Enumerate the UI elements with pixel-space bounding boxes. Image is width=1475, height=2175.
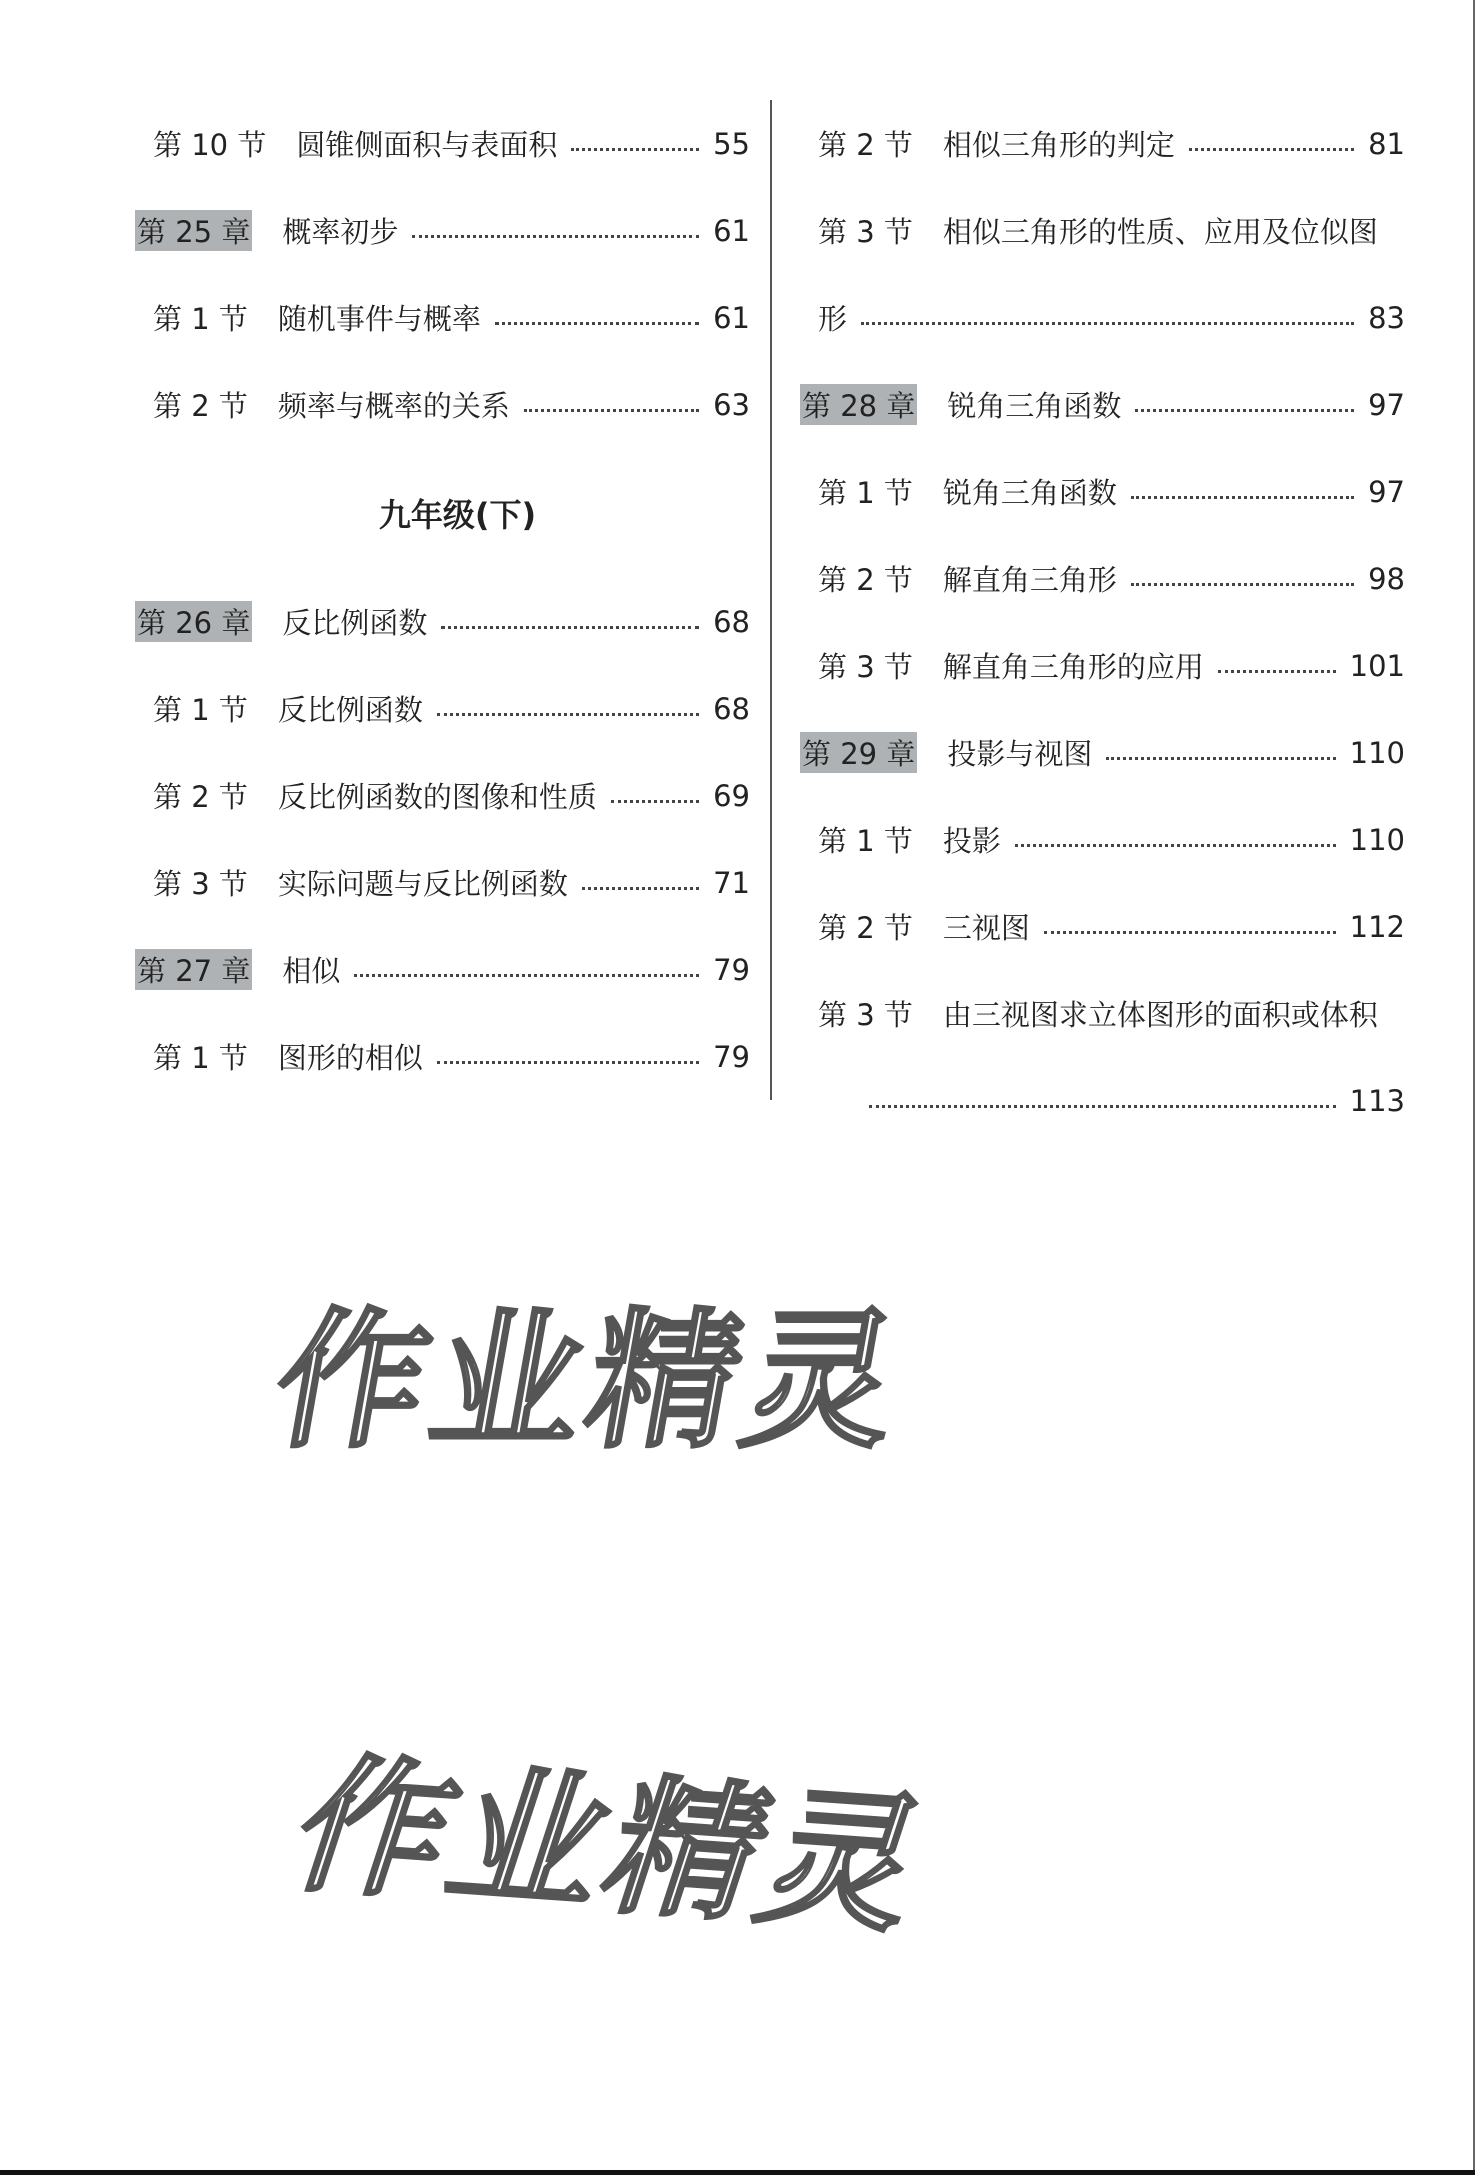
leader-dots	[412, 235, 699, 238]
entry-title: 反比例函数	[282, 606, 428, 640]
toc-entry[interactable]	[135, 665, 750, 752]
toc-entry[interactable]	[135, 100, 750, 187]
page-number: 61	[713, 300, 750, 335]
toc-chapter-entry[interactable]	[135, 187, 750, 274]
page-number: 97	[1368, 387, 1405, 422]
entry-title: 由三视图求立体图形的面积或体积	[942, 998, 1378, 1032]
leader-dots	[861, 322, 1354, 325]
section-label: 第 1 节	[153, 1041, 248, 1075]
section-label: 第 2 节	[818, 563, 913, 597]
page-number: 98	[1368, 561, 1405, 596]
toc-entry-continuation[interactable]	[800, 274, 1405, 361]
section-label: 第 2 节	[818, 128, 913, 162]
leader-dots	[495, 322, 699, 325]
section-label: 第 1 节	[818, 824, 913, 858]
toc-entry[interactable]	[135, 752, 750, 839]
entry-title: 实际问题与反比例函数	[277, 867, 568, 901]
chapter-label: 第 27 章	[135, 949, 252, 990]
entry-title: 概率初步	[282, 215, 399, 249]
page-number: 101	[1349, 648, 1405, 683]
toc-entry[interactable]	[135, 1013, 750, 1100]
section-label: 第 1 节	[153, 302, 248, 336]
entry-title: 三视图	[942, 911, 1030, 945]
page-number: 110	[1349, 822, 1405, 857]
chapter-label: 第 26 章	[135, 601, 252, 642]
leader-dots	[1131, 583, 1354, 586]
column-divider	[770, 100, 772, 1100]
toc-entry[interactable]	[135, 839, 750, 926]
entry-title: 随机事件与概率	[277, 302, 481, 336]
toc-entry[interactable]	[800, 970, 1405, 1057]
leader-dots	[437, 1061, 699, 1064]
page-number: 97	[1368, 474, 1405, 509]
entry-title: 锐角三角函数	[942, 476, 1117, 510]
entry-title: 反比例函数	[277, 693, 423, 727]
leader-dots	[582, 887, 699, 890]
entry-title: 相似	[282, 954, 341, 988]
page-number: 113	[1349, 1083, 1405, 1118]
leader-dots	[1106, 757, 1335, 760]
leader-dots	[1189, 148, 1354, 151]
section-label: 第 2 节	[818, 911, 913, 945]
grade-heading: 九年级(下)	[378, 496, 537, 534]
toc-entry[interactable]	[800, 796, 1405, 883]
section-label: 第 2 节	[153, 780, 248, 814]
leader-dots	[1135, 409, 1354, 412]
page-number: 55	[713, 126, 750, 161]
section-label: 第 10 节	[153, 128, 267, 162]
leader-dots	[354, 974, 699, 977]
chapter-label: 第 28 章	[800, 384, 917, 425]
watermark-logo: 作业精灵	[262, 1295, 917, 1469]
page-number: 110	[1349, 735, 1405, 770]
page-number: 63	[713, 387, 750, 422]
entry-title: 相似三角形的判定	[942, 128, 1175, 162]
leader-dots	[1218, 670, 1336, 673]
toc-entry[interactable]	[800, 100, 1405, 187]
toc-chapter-entry[interactable]	[800, 361, 1405, 448]
page-number: 81	[1368, 126, 1405, 161]
entry-title: 反比例函数的图像和性质	[277, 780, 597, 814]
watermark-logo: 作业精灵	[273, 1739, 952, 1954]
section-label: 第 3 节	[818, 998, 913, 1032]
leader-dots	[1015, 844, 1336, 847]
toc-right-column	[800, 100, 1405, 1144]
entry-title: 相似三角形的性质、应用及位似图	[942, 215, 1378, 249]
entry-title: 圆锥侧面积与表面积	[296, 128, 558, 162]
toc-entry-continuation[interactable]	[800, 1057, 1405, 1144]
leader-dots	[571, 148, 699, 151]
page-number: 69	[713, 778, 750, 813]
leader-dots	[437, 713, 699, 716]
entry-title: 投影	[942, 824, 1001, 858]
leader-dots	[441, 626, 699, 629]
entry-title: 解直角三角形	[942, 563, 1117, 597]
entry-title: 解直角三角形的应用	[942, 650, 1204, 684]
leader-dots	[1131, 496, 1354, 499]
page-edge-bottom	[0, 2170, 1475, 2175]
section-label: 第 3 节	[153, 867, 248, 901]
page-number: 112	[1349, 909, 1405, 944]
chapter-label: 第 29 章	[800, 732, 917, 773]
section-label: 第 2 节	[153, 389, 248, 423]
toc-chapter-entry[interactable]	[135, 926, 750, 1013]
toc-entry[interactable]	[800, 448, 1405, 535]
toc-entry[interactable]	[135, 274, 750, 361]
spacer	[135, 448, 750, 468]
page-number: 68	[713, 691, 750, 726]
entry-title: 频率与概率的关系	[277, 389, 510, 423]
page-number: 79	[713, 1039, 750, 1074]
page-number: 79	[713, 952, 750, 987]
section-label: 第 3 节	[818, 650, 913, 684]
toc-entry[interactable]	[800, 535, 1405, 622]
toc-chapter-entry[interactable]	[135, 578, 750, 665]
leader-dots	[524, 409, 699, 412]
entry-title: 投影与视图	[947, 737, 1093, 771]
entry-title-continuation: 形	[818, 302, 848, 336]
page-number: 68	[713, 604, 750, 639]
toc-left-column	[135, 100, 750, 1100]
toc-entry[interactable]	[800, 187, 1405, 274]
chapter-label: 第 25 章	[135, 210, 252, 251]
page-number: 61	[713, 213, 750, 248]
section-label: 第 1 节	[818, 476, 913, 510]
leader-dots	[1044, 931, 1336, 934]
entry-title: 锐角三角函数	[947, 389, 1122, 423]
entry-title: 图形的相似	[277, 1041, 423, 1075]
leader-dots	[869, 1105, 1336, 1108]
toc-entry[interactable]	[800, 883, 1405, 970]
page-number: 83	[1368, 300, 1405, 335]
toc-entry[interactable]	[135, 361, 750, 448]
spacer	[135, 558, 750, 578]
toc-entry[interactable]	[800, 622, 1405, 709]
section-label: 第 3 节	[818, 215, 913, 249]
page-number: 71	[713, 865, 750, 900]
leader-dots	[611, 800, 699, 803]
toc-chapter-entry[interactable]	[800, 709, 1405, 796]
section-label: 第 1 节	[153, 693, 248, 727]
